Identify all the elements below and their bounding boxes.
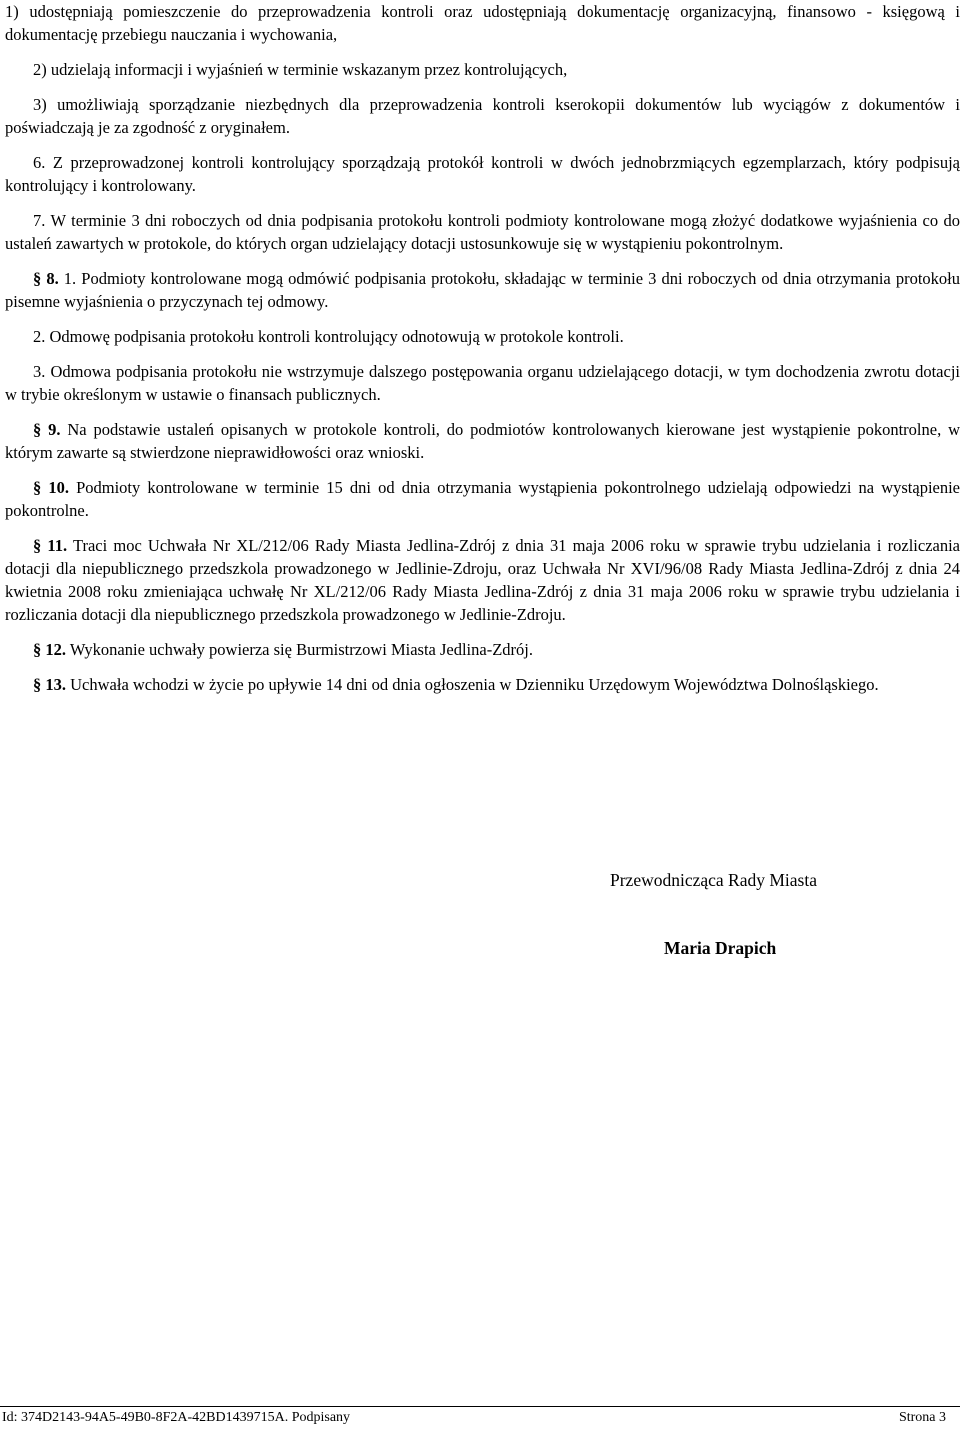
section-text: 1. Podmioty kontrolowane mogą odmówić podpisania protokołu, składając w terminie 3 dni roboczych od dnia otrzymania protokołu pisemne wyjaśnienia o przyczynach tej odmowy. <box>5 269 960 311</box>
section-number: § 11. <box>33 536 68 555</box>
section-number: § 10. <box>33 478 69 497</box>
section-8-paragraph-2: 2. Odmowę podpisania protokołu kontroli kontrolujący odnotowują w protokole kontroli. <box>33 327 624 346</box>
signature-name: Maria Drapich <box>664 938 777 958</box>
list-item-3: 3) umożliwiają sporządzanie niezbędnych dla przeprowadzenia kontroli kserokopii dokumentów lub wyciągów z dokumentów i poświadczają je za zgodność z oryginałem. <box>5 95 960 137</box>
document-id: Id: 374D2143-94A5-49B0-8F2A-42BD1439715A. Podpisany <box>2 1410 351 1425</box>
page-footer <box>0 1406 960 1429</box>
section-13 <box>5 673 960 696</box>
signature-title: Przewodnicząca Rady Miasta <box>610 870 818 890</box>
section-text: Na podstawie ustaleń opisanych w protokole kontroli, do podmiotów kontrolowanych kierowane jest wystąpienie pokontrolne, w którym zawarte są stwierdzone nieprawidłowości oraz wnioski. <box>5 420 960 462</box>
section-text: Uchwała wchodzi w życie po upływie 14 dni od dnia ogłoszenia w Dzienniku Urzędowym Województwa Dolnośląskiego. <box>66 675 879 694</box>
document-page <box>5 0 960 696</box>
section-9 <box>5 418 960 464</box>
page-number: Strona 3 <box>898 1410 946 1425</box>
section-text: Podmioty kontrolowane w terminie 15 dni od dnia otrzymania wystąpienia pokontrolnego udzielają odpowiedzi na wystąpienie pokontrolne. <box>5 478 960 520</box>
paragraph-7: 7. W terminie 3 dni roboczych od dnia podpisania protokołu kontroli podmioty kontrolowane mogą złożyć dodatkowe wyjaśnienia co do ustaleń zawartych w protokole, do których organ udzielający dotacji ustosunkowuje się w wystąpieniu pokontrolnym. <box>5 211 960 253</box>
section-number: § 8. <box>33 269 59 288</box>
section-text: Traci moc Uchwała Nr XL/212/06 Rady Miasta Jedlina-Zdrój z dnia 31 maja 2006 roku w sprawie trybu udzielania i rozliczania dotacji dla niepublicznego przedszkola prowadzonego w Jedlinie-Zdroju, oraz Uchwała Nr XVI/96/08 Rady Miasta Jedlina-Zdrój z dnia 24 kwietnia 2008 roku zmieniająca uchwałę Nr XL/212/06 Rady Miasta Jedlina-Zdrój z dnia 31 maja 2006 roku w sprawie trybu udzielania i rozliczania dotacji dla niepublicznego przedszkola prowadzonego w Jedlinie-Zdroju. <box>5 536 960 624</box>
section-number: § 9. <box>33 420 61 439</box>
section-number: § 13. <box>33 675 66 694</box>
paragraph-6: 6. Z przeprowadzonej kontroli kontrolujący sporządzają protokół kontroli w dwóch jednobrzmiących egzemplarzach, który podpisują kontrolujący i kontrolowany. <box>5 153 960 195</box>
section-number: § 12. <box>33 640 66 659</box>
section-8-paragraph-3: 3. Odmowa podpisania protokołu nie wstrzymuje dalszego postępowania organu udzielającego dotacji, w tym dochodzenia zwrotu dotacji w trybie określonym w ustawie o finansach publicznych. <box>5 362 960 404</box>
list-item-2: 2) udzielają informacji i wyjaśnień w terminie wskazanym przez kontrolujących, <box>33 60 568 79</box>
section-10 <box>5 476 960 522</box>
list-item-1: 1) udostępniają pomieszczenie do przeprowadzenia kontroli oraz udostępniają dokumentację organizacyjną, finansowo - księgową i dokumentację przebiegu nauczania i wychowania, <box>5 2 960 44</box>
section-12 <box>5 638 960 661</box>
section-8 <box>5 267 960 313</box>
section-text: Wykonanie uchwały powierza się Burmistrzowi Miasta Jedlina-Zdrój. <box>66 640 533 659</box>
section-11 <box>5 534 960 626</box>
